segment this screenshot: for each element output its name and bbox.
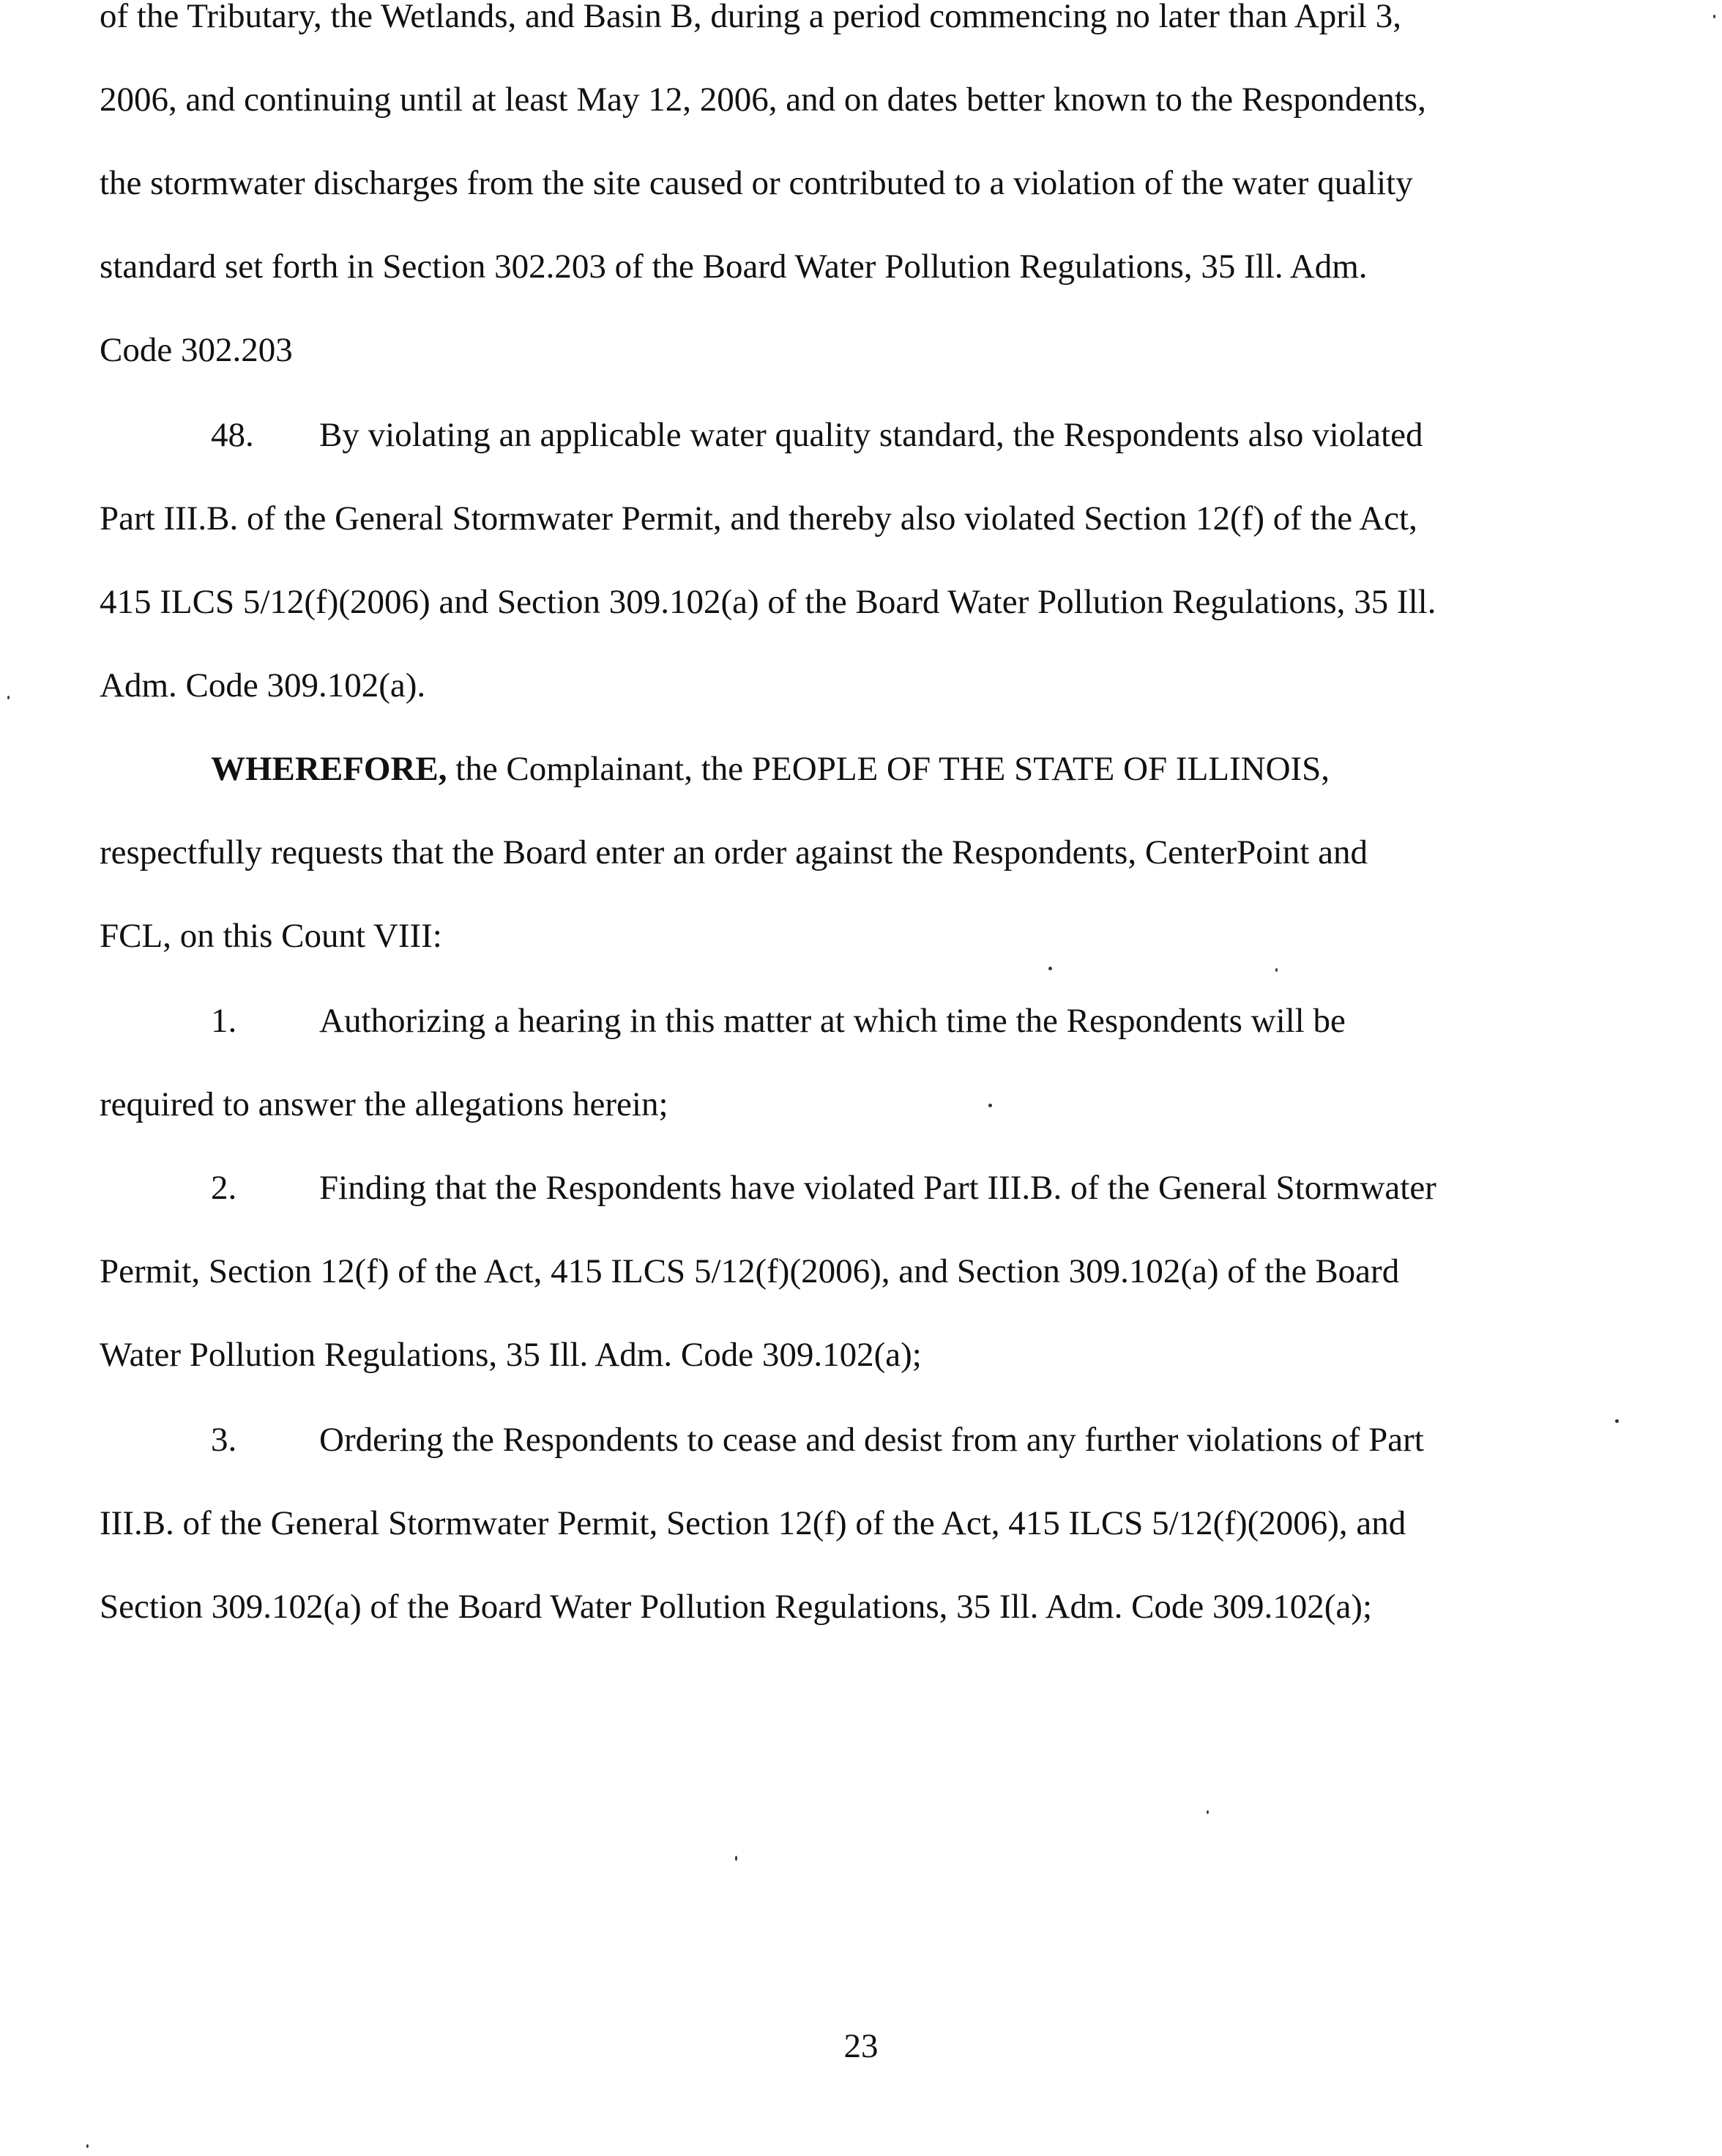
scan-speck bbox=[988, 1104, 992, 1107]
item-number: 3. bbox=[211, 1421, 237, 1459]
body-text-line: FCL, on this Count VIII: bbox=[100, 917, 442, 955]
body-text-line: Permit, Section 12(f) of the Act, 415 ILCS 5/12(f)(2006), and Section 309.102(a) of the Board bbox=[100, 1252, 1400, 1290]
scan-speck bbox=[86, 2144, 89, 2148]
body-text-line: 415 ILCS 5/12(f)(2006) and Section 309.102(a) of the Board Water Pollution Regulations, 35 Ill. bbox=[100, 583, 1436, 621]
body-text-line: Part III.B. of the General Stormwater Permit, and thereby also violated Section 12(f) of the Act, bbox=[100, 499, 1417, 538]
body-text-line: Code 302.203 bbox=[100, 331, 293, 369]
scan-speck bbox=[1275, 968, 1278, 972]
item-number: 2. bbox=[211, 1169, 237, 1207]
body-text-line: respectfully requests that the Board enter an order against the Respondents, CenterPoint and bbox=[100, 833, 1368, 871]
body-text-line: III.B. of the General Stormwater Permit, Section 12(f) of the Act, 415 ILCS 5/12(f)(2006), and bbox=[100, 1504, 1406, 1542]
body-text-line: Adm. Code 309.102(a). bbox=[100, 666, 426, 705]
relief-item-2-first-line bbox=[211, 1167, 1436, 1208]
scan-speck bbox=[7, 696, 10, 699]
scan-speck bbox=[1615, 1419, 1619, 1423]
scan-speck bbox=[1207, 1810, 1209, 1814]
relief-item-3-first-line bbox=[211, 1419, 1424, 1460]
body-text-line: Section 309.102(a) of the Board Water Pollution Regulations, 35 Ill. Adm. Code 309.102(a); bbox=[100, 1588, 1373, 1626]
scan-speck bbox=[1713, 15, 1715, 18]
scan-speck bbox=[1048, 967, 1052, 970]
page-number: 23 bbox=[843, 2027, 879, 2065]
item-number: 1. bbox=[211, 1002, 237, 1040]
paragraph-text: By violating an applicable water quality standard, the Respondents also violated bbox=[319, 416, 1423, 454]
paragraph-number: 48. bbox=[211, 416, 254, 454]
scan-speck bbox=[735, 1856, 737, 1861]
body-text-line: Water Pollution Regulations, 35 Ill. Adm. Code 309.102(a); bbox=[100, 1336, 922, 1374]
paragraph-48-first-line bbox=[211, 415, 1423, 456]
item-text: Finding that the Respondents have violated Part III.B. of the General Stormwater bbox=[319, 1169, 1436, 1207]
body-text-line: of the Tributary, the Wetlands, and Basin B, during a period commencing no later than April 3, bbox=[100, 0, 1401, 35]
wherefore-first-line bbox=[211, 748, 1330, 789]
relief-item-1-first-line bbox=[211, 1000, 1346, 1041]
wherefore-lead: WHEREFORE, bbox=[211, 750, 447, 788]
body-text-line: 2006, and continuing until at least May 12, 2006, and on dates better known to the Respondents, bbox=[100, 81, 1426, 119]
body-text-line: required to answer the allegations herein; bbox=[100, 1085, 668, 1123]
body-text-line: the stormwater discharges from the site caused or contributed to a violation of the water quality bbox=[100, 164, 1413, 202]
item-text: Ordering the Respondents to cease and desist from any further violations of Part bbox=[319, 1421, 1424, 1459]
body-text-line: standard set forth in Section 302.203 of the Board Water Pollution Regulations, 35 Ill. Adm. bbox=[100, 248, 1368, 286]
item-text: Authorizing a hearing in this matter at which time the Respondents will be bbox=[319, 1002, 1346, 1040]
wherefore-text: the Complainant, the PEOPLE OF THE STATE OF ILLINOIS, bbox=[447, 750, 1330, 788]
